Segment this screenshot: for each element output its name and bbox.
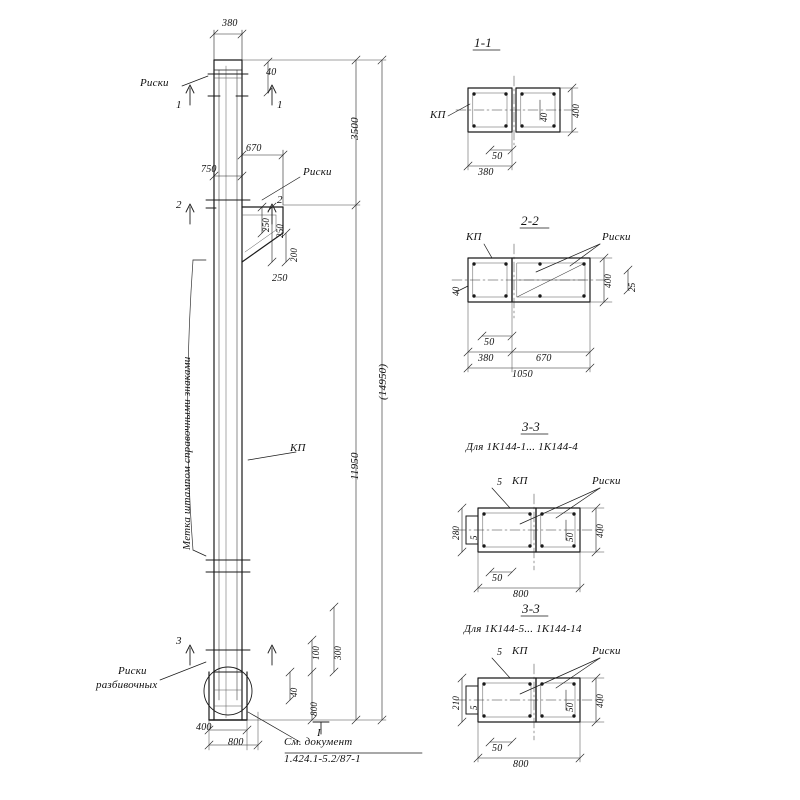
label-kp-s33b: КП [512, 645, 528, 657]
dim-bottom-40: 40 [289, 687, 299, 697]
label-riski-s33a: Риски [592, 475, 621, 487]
dim-base-400: 400 [196, 722, 212, 733]
label-riski-razbivochnyh-1: Риски [118, 665, 147, 677]
label-kp-s33a: КП [512, 475, 528, 487]
section-title-3-3-a: 3-3 [522, 419, 540, 434]
dim-total-height: 11950 [349, 452, 361, 480]
dim-s11-400: 400 [571, 103, 581, 118]
section-title-underlines [285, 50, 549, 753]
section-3-3-b [456, 658, 604, 762]
dim-s33b-400: 400 [595, 693, 605, 708]
dim-s33a-400: 400 [595, 523, 605, 538]
dim-console-h1: 250 [261, 217, 271, 232]
dim-s33a-50: 50 [492, 573, 503, 584]
cut-label-2-right: 2 [277, 194, 283, 206]
dim-overall-height: (14950) [377, 363, 389, 400]
dim-s33b-50r: 50 [565, 702, 575, 712]
note-stamp-mark: Метка штампом справочными знаками [181, 356, 193, 550]
dim-top-40: 40 [266, 67, 277, 78]
dim-top-segment: 3500 [349, 117, 361, 140]
cut-marker-3 [186, 645, 276, 665]
dim-s33b-5b: 5 [469, 705, 479, 710]
dim-s22-1050: 1050 [512, 369, 533, 380]
label-kp-elevation: КП [290, 442, 306, 454]
cut-label-3: 3 [176, 635, 182, 647]
cut-marker-1 [186, 85, 276, 105]
dim-bottom-300: 300 [333, 645, 343, 660]
section-title-3-3-b: 3-3 [522, 601, 540, 616]
dim-s33b-800: 800 [513, 759, 529, 770]
doc-note-line2: 1.424.1-5.2/87-1 [284, 753, 361, 765]
label-kp-s22: КП [466, 231, 482, 243]
dim-s33a-800: 800 [513, 589, 529, 600]
label-riski-razbivochnyh-2: разбивочных [96, 679, 158, 691]
cut-label-2-left: 2 [176, 199, 182, 211]
label-riski-mid: Риски [303, 166, 332, 178]
dim-s11-50: 50 [492, 151, 503, 162]
dim-s33a-280: 280 [451, 525, 461, 540]
dim-s33a-50r: 50 [565, 532, 575, 542]
dim-s33a-5: 5 [497, 477, 503, 488]
column-base [204, 667, 252, 720]
dim-bottom-100: 100 [311, 645, 321, 660]
label-kp-s11: КП [430, 109, 446, 121]
cut-label-1-left: 1 [176, 99, 182, 111]
cut-label-1-right: 1 [277, 99, 283, 111]
riski-marks-bottom [206, 560, 250, 650]
dim-s33b-5: 5 [497, 647, 503, 658]
dim-console-h2: 250 [275, 223, 285, 238]
dim-console-h3: 200 [289, 247, 299, 262]
dim-s22-40: 40 [451, 286, 461, 296]
section-3-3-b-note: Для 1К144-5... 1К144-14 [464, 623, 582, 635]
dim-base-800: 800 [228, 737, 244, 748]
dim-s22-400: 400 [603, 273, 613, 288]
dim-s22-50: 50 [484, 337, 495, 348]
section-1-1 [448, 76, 578, 170]
section-title-1-1: 1-1 [474, 35, 492, 50]
dim-bottom-800: 800 [309, 701, 319, 716]
section-3-3-a-note: Для 1К144-1... 1К144-4 [466, 441, 578, 453]
label-riski-top: Риски [140, 77, 169, 89]
dim-s33a-5b: 5 [469, 535, 479, 540]
dim-console-250: 250 [272, 273, 288, 284]
section-title-2-2: 2-2 [521, 213, 539, 228]
dim-s22-25: 25 [627, 282, 637, 292]
dim-top-width: 380 [222, 18, 238, 29]
dim-s11-380: 380 [478, 167, 494, 178]
dim-s33b-50: 50 [492, 743, 503, 754]
dim-s11-40: 40 [539, 112, 549, 122]
dim-console-offset: 750 [201, 164, 217, 175]
cut-label-i: I [317, 727, 321, 739]
dim-s33b-210: 210 [451, 695, 461, 710]
dim-console-width: 670 [246, 143, 262, 154]
doc-note-line1: См. документ [284, 736, 353, 748]
label-riski-s33b: Риски [592, 645, 621, 657]
section-3-3-a [456, 488, 604, 592]
cut-marker-i [313, 722, 329, 734]
dim-s22-670: 670 [536, 353, 552, 364]
label-riski-s22: Риски [602, 231, 631, 243]
dim-s22-380: 380 [478, 353, 494, 364]
